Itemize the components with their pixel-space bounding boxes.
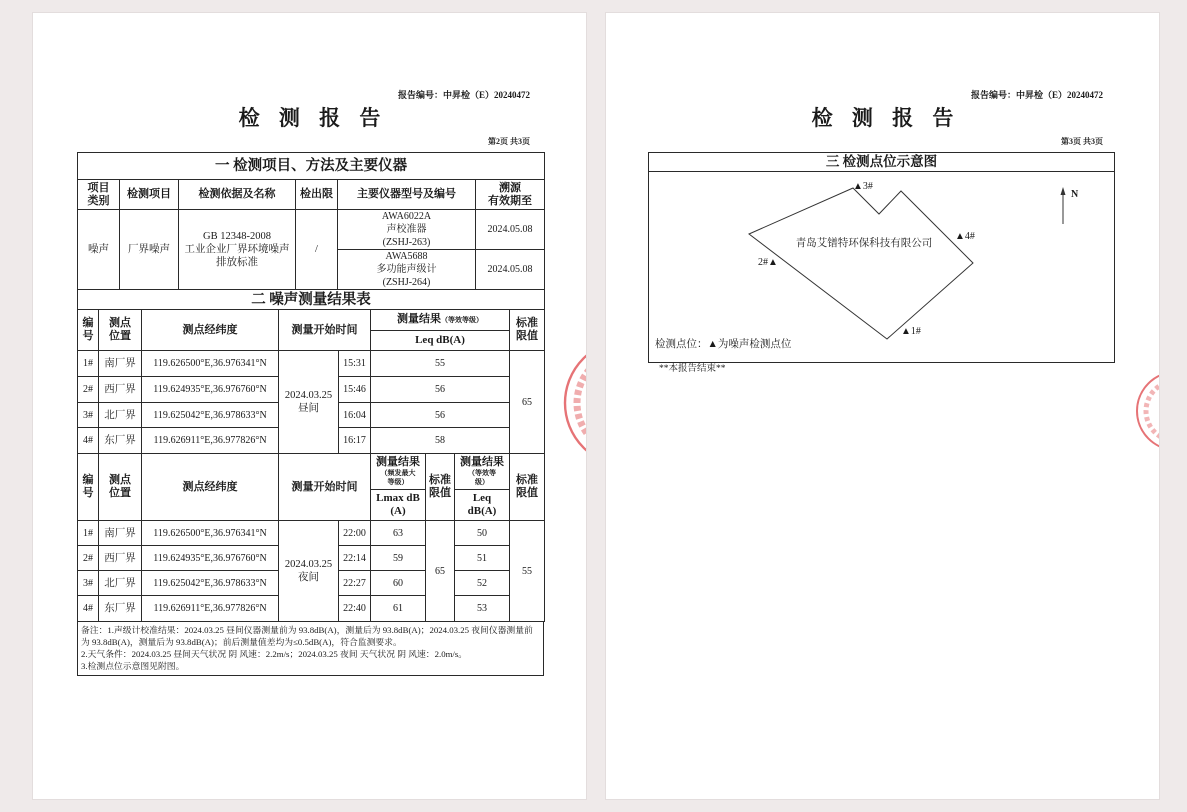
header-leq-result-label: 测量结果 xyxy=(460,456,504,468)
row-coords: 119.625042°E,36.978633°N xyxy=(142,571,279,596)
row-location: 东厂界 xyxy=(99,596,142,622)
row-lmax: 60 xyxy=(371,571,426,596)
row-time: 22:27 xyxy=(339,571,371,596)
point-4-label: ▲4# xyxy=(955,231,975,242)
category-cell: 噪声 xyxy=(78,210,120,290)
header-item: 检测项目 xyxy=(120,180,179,210)
report-end-note: **本报告结束** xyxy=(659,364,726,374)
remark-item: 2.天气条件：2024.03.25 昼间天气状况 阴 风速：2.2m/s；2024.03.25 夜间 天气状况 阴 风速：2.0m/s。 xyxy=(81,649,468,659)
row-no: 4# xyxy=(78,596,99,622)
row-leq: 51 xyxy=(455,546,510,571)
row-time: 15:46 xyxy=(339,377,371,403)
instrument-cell: AWA6022A 声校准器 (ZSHJ-263) xyxy=(338,210,476,250)
header-day-result-label: 测量结果 xyxy=(397,313,441,325)
row-no: 3# xyxy=(78,403,99,428)
row-location: 东厂界 xyxy=(99,428,142,454)
point-3-label: ▲3# xyxy=(853,181,873,192)
day-results-table xyxy=(77,289,545,454)
seal-stamp-right xyxy=(1126,361,1160,461)
row-coords: 119.624935°E,36.976760°N xyxy=(142,377,279,403)
header-day-result xyxy=(371,310,510,331)
header-lmax-result xyxy=(371,454,426,490)
night-leq-standard-cell: 55 xyxy=(510,521,545,622)
row-location: 南厂界 xyxy=(99,521,142,546)
row-lmax: 59 xyxy=(371,546,426,571)
results-heading: 二 噪声测量结果表 xyxy=(78,290,545,310)
validity-cell: 2024.05.08 xyxy=(476,250,545,290)
row-leq: 50 xyxy=(455,521,510,546)
header-coords: 测点经纬度 xyxy=(142,310,279,351)
row-location: 北厂界 xyxy=(99,403,142,428)
row-coords: 119.626911°E,36.977826°N xyxy=(142,428,279,454)
header-leq-result xyxy=(455,454,510,490)
row-coords: 119.626500°E,36.976341°N xyxy=(142,521,279,546)
day-header-row xyxy=(78,310,545,331)
day-row xyxy=(78,351,545,377)
point-1-label: ▲1# xyxy=(901,326,921,337)
header-lmax-standard: 标准 限值 xyxy=(426,454,455,521)
header-validity: 溯源 有效期至 xyxy=(476,180,545,210)
header-category: 项目 类别 xyxy=(78,180,120,210)
basis-cell: GB 12348-2008 工业企业厂界环境噪声 排放标准 xyxy=(179,210,296,290)
night-row xyxy=(78,521,545,546)
site-boundary xyxy=(749,188,973,339)
row-no: 2# xyxy=(78,377,99,403)
point-2-label: 2#▲ xyxy=(758,257,778,268)
header-location: 测点 位置 xyxy=(99,454,142,521)
row-coords: 119.624935°E,36.976760°N xyxy=(142,546,279,571)
header-day-unit: Leq dB(A) xyxy=(371,331,510,351)
header-lmax-result-label: 测量结果 xyxy=(376,456,420,468)
row-no: 1# xyxy=(78,351,99,377)
instrument-cell: AWA5688 多功能声级计 (ZSHJ-264) xyxy=(338,250,476,290)
results-heading-row xyxy=(78,290,545,310)
row-leq: 55 xyxy=(371,351,510,377)
methods-heading-row xyxy=(78,153,545,180)
report-number: 报告编号：中昇检（E）20240472 xyxy=(397,90,530,100)
row-time: 16:17 xyxy=(339,428,371,454)
row-coords: 119.626911°E,36.977826°N xyxy=(142,596,279,622)
site-map-box xyxy=(648,152,1115,363)
day-period-cell: 2024.03.25 昼间 xyxy=(279,351,339,454)
header-no: 编 号 xyxy=(78,310,99,351)
header-coords: 测点经纬度 xyxy=(142,454,279,521)
north-label: N xyxy=(1071,189,1079,200)
limit-cell: / xyxy=(296,210,338,290)
row-coords: 119.625042°E,36.978633°N xyxy=(142,403,279,428)
row-location: 西厂界 xyxy=(99,377,142,403)
map-legend: 检测点位：▲为噪声检测点位 xyxy=(655,339,792,350)
row-no: 1# xyxy=(78,521,99,546)
row-time: 22:14 xyxy=(339,546,371,571)
report-tables xyxy=(77,152,544,676)
methods-row xyxy=(78,210,545,250)
header-leq-result-note: （等效等 级） xyxy=(468,469,496,486)
row-location: 西厂界 xyxy=(99,546,142,571)
header-no: 编 号 xyxy=(78,454,99,521)
methods-header-row xyxy=(78,180,545,210)
report-title: 检 测 报 告 xyxy=(811,106,961,130)
row-leq: 58 xyxy=(371,428,510,454)
row-time: 15:31 xyxy=(339,351,371,377)
site-map-diagram xyxy=(649,153,1114,362)
day-standard-cell: 65 xyxy=(510,351,545,454)
row-no: 2# xyxy=(78,546,99,571)
header-start-time: 测量开始时间 xyxy=(279,310,371,351)
remark-item: 3.检测点位示意图见附图。 xyxy=(81,661,185,671)
report-title: 检 测 报 告 xyxy=(238,106,388,130)
seal-stamp-left xyxy=(553,333,587,483)
night-period-cell: 2024.03.25 夜间 xyxy=(279,521,339,622)
night-results-table xyxy=(77,453,545,622)
header-basis: 检测依据及名称 xyxy=(179,180,296,210)
row-coords: 119.626500°E,36.976341°N xyxy=(142,351,279,377)
company-name: 青岛艾镨特环保科技有限公司 xyxy=(795,238,933,249)
row-no: 3# xyxy=(78,571,99,596)
header-standard: 标准 限值 xyxy=(510,310,545,351)
row-lmax: 63 xyxy=(371,521,426,546)
row-no: 4# xyxy=(78,428,99,454)
header-leq-standard: 标准 限值 xyxy=(510,454,545,521)
row-time: 22:40 xyxy=(339,596,371,622)
methods-heading: 一 检测项目、方法及主要仪器 xyxy=(78,153,545,180)
row-time: 22:00 xyxy=(339,521,371,546)
remarks xyxy=(77,621,544,676)
row-location: 南厂界 xyxy=(99,351,142,377)
report-page-2 xyxy=(32,12,587,800)
row-time: 16:04 xyxy=(339,403,371,428)
page-indicator: 第3页 共3页 xyxy=(1061,137,1103,146)
row-leq: 53 xyxy=(455,596,510,622)
report-page-3 xyxy=(605,12,1160,800)
header-limit: 检出限 xyxy=(296,180,338,210)
remark-item: 备注：1.声级计校准结果：2024.03.25 昼间仪器测量前为 93.8dB(A)，测量后为 93.8dB(A)；2024.03.25 夜间仪器测量前为 93.8dB(A)，测量后为 93.8dB(A)；前后测量值差均为≤0.5dB(A)，符合监测要求。 xyxy=(81,625,533,647)
item-cell: 厂界噪声 xyxy=(120,210,179,290)
header-location: 测点 位置 xyxy=(99,310,142,351)
header-lmax-result-note: （频发最大 等级） xyxy=(380,469,416,486)
validity-cell: 2024.05.08 xyxy=(476,210,545,250)
row-location: 北厂界 xyxy=(99,571,142,596)
row-leq: 56 xyxy=(371,403,510,428)
row-leq: 56 xyxy=(371,377,510,403)
header-lmax-unit: Lmax dB (A) xyxy=(371,490,426,521)
night-lmax-standard-cell: 65 xyxy=(426,521,455,622)
report-number: 报告编号：中昇检（E）20240472 xyxy=(970,90,1103,100)
north-arrow-icon xyxy=(1061,187,1066,195)
header-instrument: 主要仪器型号及编号 xyxy=(338,180,476,210)
header-day-result-note: （等效等级） xyxy=(441,316,483,324)
row-lmax: 61 xyxy=(371,596,426,622)
night-header-row xyxy=(78,454,545,490)
page-indicator: 第2页 共3页 xyxy=(488,137,530,146)
header-start-time: 测量开始时间 xyxy=(279,454,371,521)
row-leq: 52 xyxy=(455,571,510,596)
methods-table xyxy=(77,152,545,290)
header-leq-unit: Leq dB(A) xyxy=(455,490,510,521)
site-map-heading: 三 检测点位示意图 xyxy=(649,153,1114,172)
